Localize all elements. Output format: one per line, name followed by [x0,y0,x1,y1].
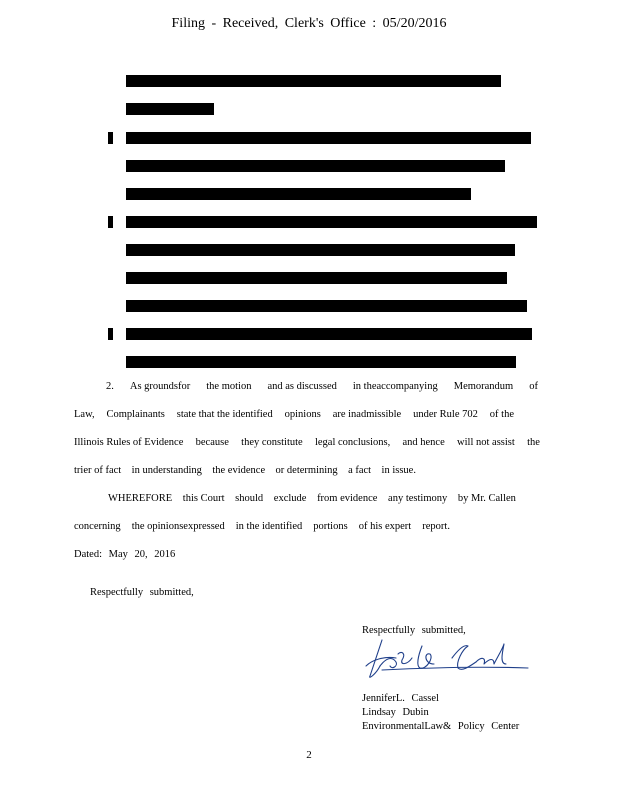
redaction-bullet [108,132,113,144]
redaction-bar [126,160,505,172]
redaction-bullet [108,328,113,340]
paragraph-2-line: Illinois Rules of Evidence because they constitute legal conclusions, and hence will not assist the [74,437,540,448]
paragraph-2-line: Law, Complainants state that the identified opinions are inadmissible under Rule 702 of the [74,409,514,420]
redaction-bar [126,216,537,228]
respectfully-submitted-right: Respectfully submitted, [362,625,466,636]
redaction-bar [126,356,516,368]
redaction-bar [126,300,527,312]
dated-line: Dated: May 20, 2016 [74,549,176,560]
wherefore-line: concerning the opinionsexpressed in the identified portions of his expert report. [74,521,450,532]
paragraph-2-line: 2. As groundsfor the motion and as discussed in theaccompanying Memorandum of [106,381,538,392]
redaction-bar [126,132,531,144]
signer-name-2: Lindsay Dubin [362,707,429,718]
redaction-bar [126,244,515,256]
page-number: 2 [306,749,312,761]
redaction-bar [126,75,501,87]
redaction-bar [126,328,532,340]
redaction-bar [126,188,471,200]
wherefore-line: WHEREFORE this Court should exclude from evidence any testimony by Mr. Callen [108,493,516,504]
paragraph-2-line: trier of fact in understanding the evidence or determining a fact in issue. [74,465,416,476]
redaction-bullet [108,216,113,228]
signer-organization: EnvironmentalLaw& Policy Center [362,721,520,732]
filing-stamp: Filing - Received, Clerk's Office : 05/20/2016 [171,16,447,31]
signer-name: JenniferL. Cassel [362,693,439,704]
redaction-bar [126,103,214,115]
redaction-bar [126,272,507,284]
signature-image [362,636,532,680]
respectfully-submitted-left: Respectfully submitted, [90,587,194,598]
